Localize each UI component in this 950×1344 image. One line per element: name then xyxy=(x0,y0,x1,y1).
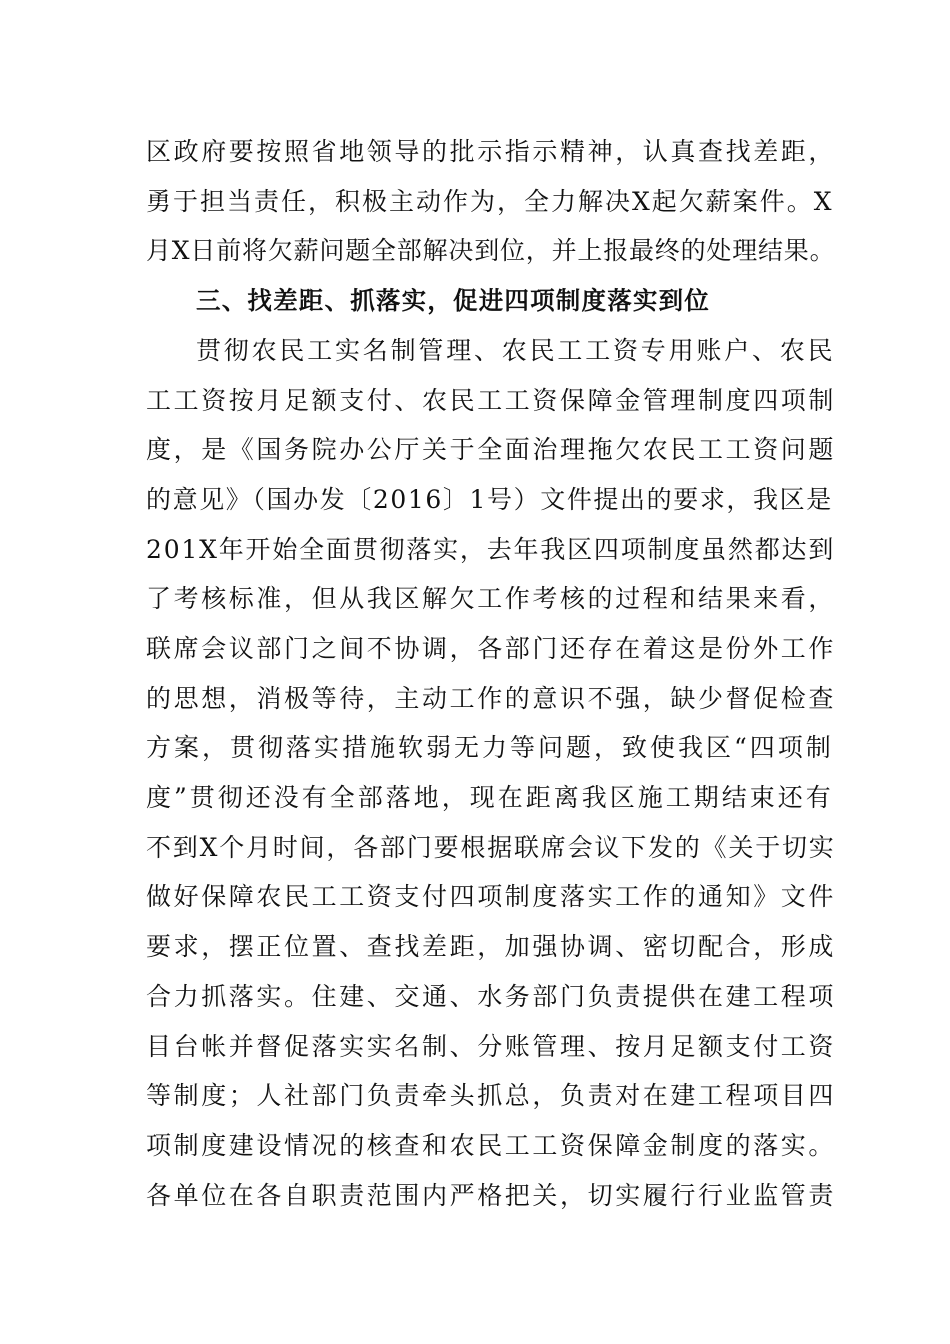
text-line: 方案，贯彻落实措施软弱无力等问题，致使我区“四项制 xyxy=(146,733,834,762)
text-line: 区政府要按照省地领导的批示指示精神，认真查找差距， xyxy=(146,137,837,166)
paragraph-first-line: 贯彻农民工实名制管理、农民工工资专用账户、农民 xyxy=(196,336,836,365)
text-line: 的意见》（国办发〔2016〕1号）文件提出的要求，我区是 xyxy=(146,485,833,514)
text-line: 月X日前将欠薪问题全部解决到位，并上报最终的处理结果。 xyxy=(146,236,836,265)
text-line: 要求，摆正位置、查找差距，加强协调、密切配合，形成 xyxy=(146,932,837,961)
text-line: 不到X个月时间，各部门要根据联席会议下发的《关于切实 xyxy=(146,833,836,862)
section-heading: 三、找差距、抓落实，促进四项制度落实到位 xyxy=(196,286,710,315)
text-line: 工工资按月足额支付、农民工工资保障金管理制度四项制 xyxy=(146,386,837,415)
text-line: 项制度建设情况的核查和农民工工资保障金制度的落实。 xyxy=(146,1131,837,1160)
text-line: 度”贯彻还没有全部落地，现在距离我区施工期结束还有 xyxy=(146,783,834,812)
text-line: 合力抓落实。住建、交通、水务部门负责提供在建工程项 xyxy=(146,982,837,1011)
text-line: 了考核标准，但从我区解欠工作考核的过程和结果来看， xyxy=(146,584,837,613)
text-line: 的思想，消极等待，主动工作的意识不强，缺少督促检查 xyxy=(146,684,837,713)
text-line: 目台帐并督促落实实名制、分账管理、按月足额支付工资 xyxy=(146,1032,837,1061)
text-line: 做好保障农民工工资支付四项制度落实工作的通知》文件 xyxy=(146,882,837,911)
text-line: 勇于担当责任，积极主动作为，全力解决X起欠薪案件。X xyxy=(146,187,834,216)
text-line: 201X年开始全面贯彻落实，去年我区四项制度虽然都达到 xyxy=(146,535,836,564)
text-line: 度，是《国务院办公厅关于全面治理拖欠农民工工资问题 xyxy=(146,435,837,464)
text-line: 等制度；人社部门负责牵头抓总，负责对在建工程项目四 xyxy=(146,1081,837,1110)
text-line: 各单位在各自职责范围内严格把关，切实履行行业监管责 xyxy=(146,1181,837,1210)
text-line: 联席会议部门之间不协调，各部门还存在着这是份外工作 xyxy=(146,634,837,663)
